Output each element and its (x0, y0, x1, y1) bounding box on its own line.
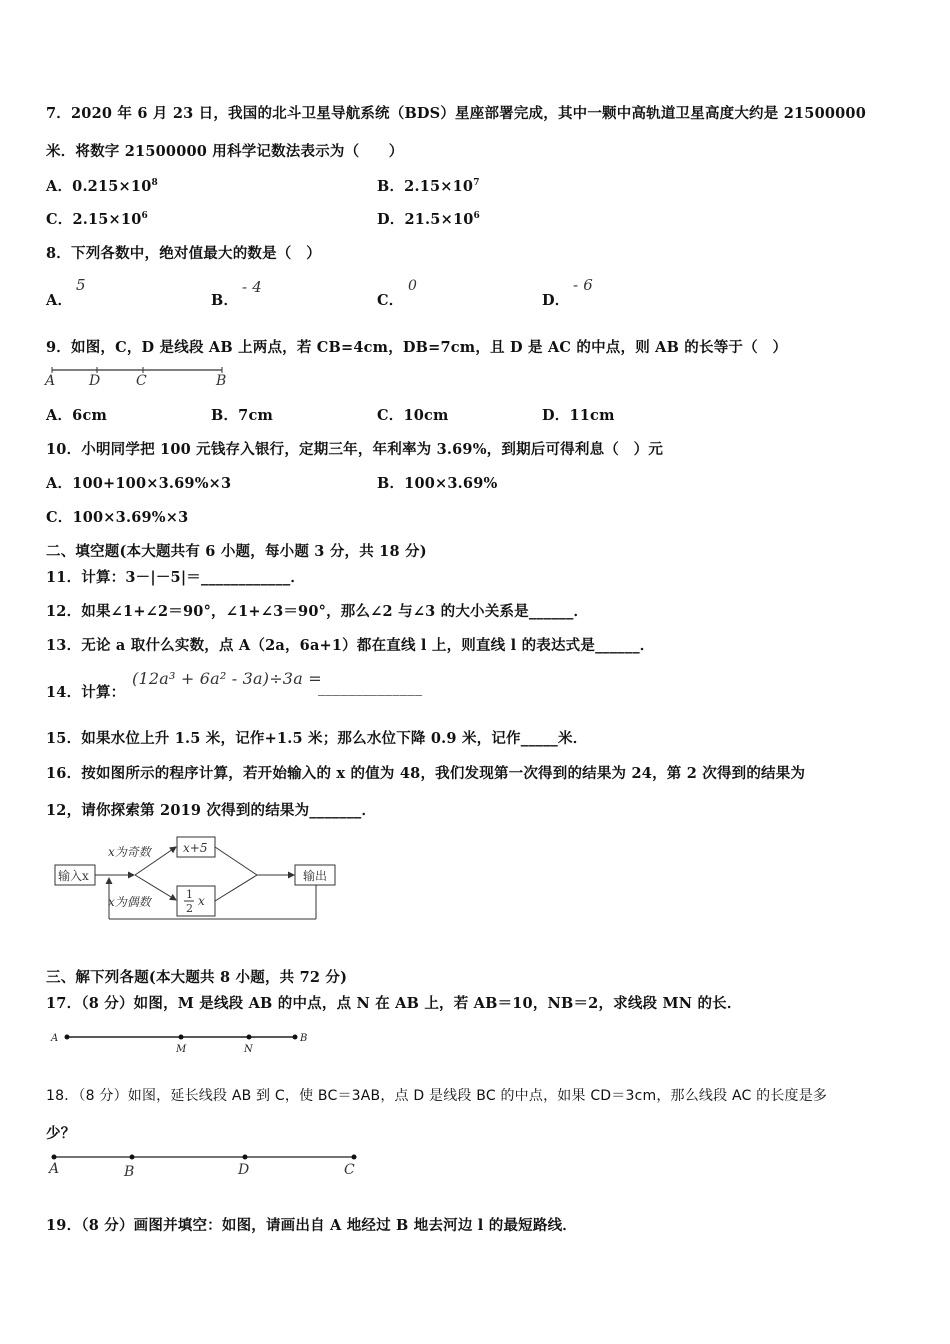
q8-option-c-value: 0 (408, 278, 418, 294)
q14-label: 14．计算： (46, 684, 126, 701)
q14-expression: (12a³ + 6a² - 3a)÷3a = (132, 669, 322, 688)
flow-odd-label: x为奇数 (108, 845, 151, 859)
q8-option-a-label: A． (46, 292, 73, 309)
q17-segment-figure (48, 1028, 318, 1056)
q18-point-b (130, 1155, 135, 1160)
q17-label-b: B (300, 1033, 308, 1044)
q16-flowchart (52, 834, 352, 924)
q7-option-a-label: A．0.215×10 (46, 178, 152, 195)
q17-stem: 17．（8 分）如图，M 是线段 AB 的中点，点 N 在 AB 上，若 AB＝10，NB＝2，求线段 MN 的长． (46, 995, 742, 1012)
q10-option-b: B．100×3.69% (377, 475, 498, 492)
flow-output-label: 输出 (303, 869, 328, 883)
q8-option-a-value: 5 (76, 276, 86, 294)
q10-option-c: C．100×3.69%×3 (46, 509, 189, 526)
section-3-heading: 三、解下列各题(本大题共 8 小题，共 72 分) (46, 969, 348, 986)
q7-option-d-exp: 6 (473, 211, 480, 221)
q10-stem: 10．小明同学把 100 元钱存入银行，定期三年，年利率为 3.69%，到期后可得利息（ ）元 (46, 441, 664, 458)
q7-option-d (377, 208, 480, 229)
q9-segment-figure (44, 364, 234, 392)
q9-stem: 9．如图，C，D 是线段 AB 上两点，若 CB=4cm，DB=7cm，且 D 是 AC 的中点，则 AB 的长等于（ ） (46, 339, 788, 356)
q7-option-a (46, 175, 158, 196)
q12: 12．如果∠1+∠2＝90°，∠1+∠3＝90°，那么∠2 与∠3 的大小关系是______． (46, 603, 589, 620)
q7-option-b-label: B．2.15×10 (377, 178, 474, 195)
q8-option-d-label: D． (542, 292, 570, 309)
flow-half-variable: x (198, 894, 205, 908)
q8-option-c-label: C． (377, 292, 404, 309)
flow-plus5-label: x+5 (183, 841, 208, 855)
q13: 13．无论 a 取什么实数，点 A（2a，6a+1）都在直线 l 上，则直线 l 的表达式是______． (46, 637, 655, 654)
q18-point-a (52, 1155, 57, 1160)
flow-even-label: x为偶数 (108, 895, 151, 909)
flow-half-denominator: 2 (186, 902, 193, 915)
q18-label-d: D (238, 1162, 250, 1178)
q17-label-a: A (51, 1033, 59, 1044)
q10-option-a: A．100+100×3.69%×3 (46, 475, 232, 492)
q17-point-b (293, 1035, 298, 1040)
q9-option-c: C．10cm (377, 407, 449, 424)
q11: 11．计算：3－|－5|＝____________． (46, 569, 306, 586)
q18-label-b: B (124, 1164, 135, 1180)
section-2-heading: 二、填空题(本大题共有 6 小题，每小题 3 分，共 18 分) (46, 543, 427, 560)
q17-point-a (65, 1035, 70, 1040)
flow-merge-top (215, 847, 257, 875)
q7-stem-line1: 7．2020 年 6 月 23 日，我国的北斗卫星导航系统（BDS）星座部署完成，其中一颗中高轨道卫星高度大约是 21500000 (46, 105, 867, 122)
q17-point-m (179, 1035, 184, 1040)
q7-option-c (46, 208, 148, 229)
flow-merge-bottom (215, 875, 257, 901)
q8-option-d-value: - 6 (573, 276, 593, 294)
q18-segment-figure (48, 1150, 368, 1184)
q17-point-n (247, 1035, 252, 1040)
q18-point-d (243, 1155, 248, 1160)
q9-option-d: D．11cm (542, 407, 615, 424)
q18-point-c (352, 1155, 357, 1160)
q9-option-a: A．6cm (46, 407, 108, 424)
q7-option-a-exp: 8 (151, 178, 158, 188)
flow-half-box (177, 886, 215, 916)
q8-stem: 8．下列各数中，绝对值最大的数是（ ） (46, 245, 321, 262)
q9-option-b: B．7cm (211, 407, 274, 424)
q7-option-b-exp: 7 (473, 178, 480, 188)
q7-stem-line2: 米．将数字 21500000 用科学记数法表示为（ ） (46, 143, 404, 160)
flow-half-numerator: 1 (186, 888, 193, 901)
q17-label-m: M (176, 1044, 187, 1055)
q9-label-d: D (89, 373, 101, 389)
q15: 15．如果水位上升 1.5 米，记作+1.5 米；那么水位下降 0.9 米，记作_____米． (46, 730, 588, 747)
q18-stem-line2: 少？ (46, 1125, 76, 1142)
flow-input-label: 输入x (58, 869, 89, 883)
q8-option-b-label: B． (211, 292, 239, 309)
q18-label-c: C (344, 1162, 355, 1178)
q14-answer-blank: ______________ (318, 680, 423, 696)
q18-stem-line1: 18．（8 分）如图，延长线段 AB 到 C，使 BC＝3AB，点 D 是线段 BC 的中点，如果 CD＝3cm，那么线段 AC 的长度是多 (46, 1088, 828, 1104)
q7-option-c-label: C．2.15×10 (46, 211, 142, 228)
q17-label-n: N (244, 1044, 253, 1055)
q16-stem-line2: 12，请你探索第 2019 次得到的结果为_______． (46, 802, 377, 819)
q9-label-a: A (45, 373, 56, 389)
q7-option-c-exp: 6 (141, 211, 148, 221)
q7-option-d-label: D．21.5×10 (377, 211, 474, 228)
q16-stem-line1: 16．按如图所示的程序计算，若开始输入的 x 的值为 48，我们发现第一次得到的结果为 24，第 2 次得到的结果为 (46, 765, 806, 782)
q9-label-b: B (216, 373, 227, 389)
q19-stem: 19．（8 分）画图并填空：如图，请画出自 A 地经过 B 地去河边 l 的最短路线． (46, 1217, 577, 1234)
q18-label-a: A (49, 1161, 60, 1177)
q8-option-b-value: - 4 (242, 278, 262, 296)
q7-option-b (377, 175, 480, 196)
q9-label-c: C (136, 373, 147, 389)
